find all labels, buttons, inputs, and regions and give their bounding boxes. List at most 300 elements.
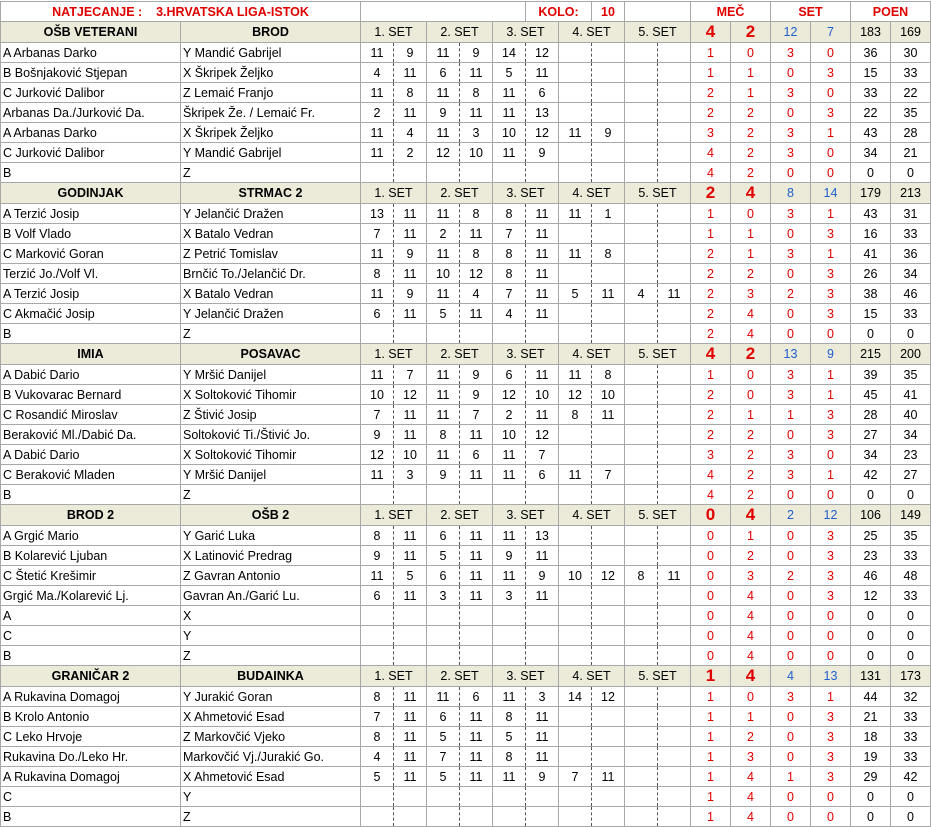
set-away: 3 [811,526,851,546]
set-score [625,324,658,344]
set-home: 3 [771,43,811,63]
set-score: 11 [361,365,394,385]
mec-away: 1 [731,83,771,103]
set-score [625,405,658,425]
set-score: 11 [526,586,559,606]
away-player: Y Garić Luka [181,526,361,546]
away-player: Z Markovčić Vjeko [181,727,361,747]
set-away: 0 [811,324,851,344]
set-score: 9 [460,43,493,63]
points-away: 0 [891,324,931,344]
set-score: 11 [493,687,526,707]
set-score [526,807,559,827]
set-away: 1 [811,365,851,385]
set-score [625,646,658,666]
set-score [625,425,658,445]
set-score [658,646,691,666]
set-score: 11 [460,63,493,83]
set-score [427,324,460,344]
set-score: 11 [526,707,559,727]
mec-away: 2 [731,123,771,143]
mec-home: 2 [691,244,731,264]
set-score: 9 [526,566,559,586]
set-score [460,807,493,827]
away-player: Gavran An./Garić Lu. [181,586,361,606]
set-score: 8 [361,687,394,707]
set-score [526,787,559,807]
set-score [658,264,691,284]
mec-away: 4 [731,606,771,626]
points-away: 0 [891,606,931,626]
set-score: 8 [493,264,526,284]
mec-home: 2 [691,304,731,324]
points-home: 25 [851,526,891,546]
set-score: 7 [559,767,592,787]
set-away: 1 [811,204,851,224]
set-score: 11 [526,63,559,83]
away-team-name: BROD [181,22,361,43]
set-score: 11 [394,63,427,83]
set-score: 11 [493,465,526,485]
set-score: 11 [493,103,526,123]
home-player: B Bošnjaković Stjepan [1,63,181,83]
set-home: 0 [771,103,811,123]
set-score [625,264,658,284]
points-home: 22 [851,103,891,123]
points-home: 0 [851,163,891,183]
set-score: 11 [460,224,493,244]
set-score: 10 [493,123,526,143]
set-away: 3 [811,747,851,767]
table-row [1,546,931,566]
table-row [1,204,931,224]
home-player: B Kolarević Ljuban [1,546,181,566]
mec-home: 1 [691,807,731,827]
table-row [1,767,931,787]
table-row [1,103,931,123]
points-home: 0 [851,606,891,626]
set-score: 6 [361,586,394,606]
mec-away: 2 [731,727,771,747]
points-home: 0 [851,324,891,344]
home-player: A Dabić Dario [1,365,181,385]
set-score: 7 [361,707,394,727]
set-score [658,365,691,385]
set-score: 14 [493,43,526,63]
set-score [625,485,658,505]
set-score: 11 [394,707,427,727]
set-score: 11 [493,566,526,586]
set-score: 11 [394,687,427,707]
set-score [658,586,691,606]
home-team-name: OŠB VETERANI [1,22,181,43]
set-score [427,163,460,183]
set-score [625,123,658,143]
set-label: 3. SET [493,666,559,687]
set-score: 6 [361,304,394,324]
points-away: 22 [891,83,931,103]
points-home: 41 [851,244,891,264]
set-score: 9 [460,385,493,405]
home-player: A Arbanas Darko [1,43,181,63]
set-score: 2 [493,405,526,425]
away-player: Y [181,626,361,646]
home-team-name: GODINJAK [1,183,181,204]
away-player: Z Petrić Tomislav [181,244,361,264]
table-row [1,224,931,244]
set-score: 9 [361,425,394,445]
set-score: 11 [460,707,493,727]
mec-home: 4 [691,143,731,163]
set-score: 11 [427,284,460,304]
set-score [592,43,625,63]
set-score [394,807,427,827]
set-label: 5. SET [625,183,691,204]
set-score [427,787,460,807]
points-home-total: 179 [851,183,891,204]
set-score: 9 [460,365,493,385]
match-away-wins: 4 [731,183,771,204]
mec-away: 2 [731,425,771,445]
home-player: A Arbanas Darko [1,123,181,143]
set-score [592,143,625,163]
set-score [592,747,625,767]
set-score [460,324,493,344]
set-score: 11 [460,465,493,485]
set-score [559,43,592,63]
set-score: 2 [394,143,427,163]
mec-away: 0 [731,687,771,707]
points-away: 33 [891,586,931,606]
set-score: 11 [427,43,460,63]
set-score [658,687,691,707]
set-score [361,606,394,626]
set-score [493,324,526,344]
mec-home: 1 [691,224,731,244]
set-score: 8 [427,425,460,445]
mec-away: 4 [731,324,771,344]
home-player: A Grgić Mario [1,526,181,546]
set-home: 0 [771,224,811,244]
set-score: 10 [526,385,559,405]
set-away: 0 [811,163,851,183]
mec-away: 1 [731,526,771,546]
set-score: 11 [427,204,460,224]
set-score [658,123,691,143]
points-away: 34 [891,264,931,284]
set-score [493,807,526,827]
set-score: 3 [493,586,526,606]
table-row [1,284,931,304]
home-player: C Štetić Krešimir [1,566,181,586]
points-away: 33 [891,304,931,324]
points-home: 19 [851,747,891,767]
set-score: 11 [427,244,460,264]
mec-home: 2 [691,405,731,425]
set-score [460,646,493,666]
set-score: 11 [394,425,427,445]
set-score: 8 [460,204,493,224]
home-player: Grgić Ma./Kolarević Lj. [1,586,181,606]
set-label: 2. SET [427,22,493,43]
set-score: 5 [493,63,526,83]
set-score: 11 [460,566,493,586]
set-away: 3 [811,546,851,566]
table-row [1,586,931,606]
table-row [1,626,931,646]
mec-home: 3 [691,445,731,465]
mec-home: 2 [691,284,731,304]
set-score [361,646,394,666]
poen-header: POEN [851,2,931,22]
kolo-value: 10 [592,2,625,22]
home-player: Terzić Jo./Volf Vl. [1,264,181,284]
set-score: 10 [493,425,526,445]
set-score [625,244,658,264]
set-score [625,83,658,103]
mec-away: 2 [731,163,771,183]
set-score [625,43,658,63]
points-away: 33 [891,707,931,727]
set-score: 11 [493,526,526,546]
away-player: X Soltoković Tihomir [181,445,361,465]
set-label: 4. SET [559,666,625,687]
set-label: 1. SET [361,22,427,43]
set-label: 4. SET [559,183,625,204]
set-score: 13 [361,204,394,224]
set-score: 9 [394,43,427,63]
set-score [658,807,691,827]
mec-away: 2 [731,546,771,566]
set-score [625,707,658,727]
set-score [592,526,625,546]
away-player: X Soltoković Tihomir [181,385,361,405]
away-player: Z [181,163,361,183]
table-row [1,485,931,505]
match-header-row [1,505,931,526]
match-header-row [1,22,931,43]
set-score: 7 [526,445,559,465]
set-score [625,586,658,606]
points-away: 35 [891,526,931,546]
set-label: 1. SET [361,183,427,204]
table-row [1,465,931,485]
set-score [592,485,625,505]
mec-home: 2 [691,103,731,123]
set-score [592,626,625,646]
mec-home: 0 [691,646,731,666]
set-label: 2. SET [427,344,493,365]
set-label: 2. SET [427,666,493,687]
mec-away: 1 [731,224,771,244]
points-away-total: 169 [891,22,931,43]
mec-away: 3 [731,284,771,304]
set-away: 1 [811,244,851,264]
set-score [658,485,691,505]
set-home: 1 [771,405,811,425]
mec-home: 1 [691,767,731,787]
points-away: 41 [891,385,931,405]
home-player: B Vukovarac Bernard [1,385,181,405]
set-score [625,747,658,767]
set-score [625,63,658,83]
set-score [592,546,625,566]
set-score: 11 [361,43,394,63]
set-score [394,606,427,626]
set-home: 0 [771,546,811,566]
mec-away: 4 [731,646,771,666]
set-score: 8 [460,83,493,103]
set-score [559,787,592,807]
mec-away: 1 [731,244,771,264]
set-score [625,465,658,485]
set-score [559,83,592,103]
set-home: 0 [771,526,811,546]
set-score: 11 [526,405,559,425]
points-away: 35 [891,103,931,123]
set-score [625,365,658,385]
set-home: 3 [771,244,811,264]
set-score: 11 [394,204,427,224]
set-label: 5. SET [625,22,691,43]
set-label: 3. SET [493,344,559,365]
mec-away: 2 [731,264,771,284]
set-score [427,606,460,626]
set-score: 11 [394,103,427,123]
set-score: 11 [526,244,559,264]
away-player: Z [181,807,361,827]
set-home: 3 [771,465,811,485]
set-score: 10 [427,264,460,284]
table-row [1,43,931,63]
set-score [625,787,658,807]
points-away: 21 [891,143,931,163]
set-score: 10 [460,143,493,163]
points-home: 42 [851,465,891,485]
set-label: 4. SET [559,22,625,43]
set-label: 1. SET [361,505,427,526]
set-score: 12 [526,425,559,445]
mec-home: 2 [691,83,731,103]
set-score [658,304,691,324]
set-score [493,163,526,183]
mec-home: 4 [691,163,731,183]
mec-home: 0 [691,546,731,566]
away-player: Z Lemaić Franjo [181,83,361,103]
set-score [559,626,592,646]
match-home-wins: 0 [691,505,731,526]
set-score: 4 [625,284,658,304]
points-home: 44 [851,687,891,707]
set-score: 12 [493,385,526,405]
set-score [658,244,691,264]
set-score [592,264,625,284]
mec-home: 4 [691,465,731,485]
set-score: 8 [559,405,592,425]
mec-away: 1 [731,707,771,727]
set-score: 11 [361,143,394,163]
set-score: 8 [493,244,526,264]
table-row [1,385,931,405]
set-score: 5 [427,546,460,566]
home-player: B [1,485,181,505]
points-away: 0 [891,485,931,505]
set-score: 11 [526,304,559,324]
mec-home: 1 [691,204,731,224]
away-player: Brnčić To./Jelančić Dr. [181,264,361,284]
set-score: 13 [526,526,559,546]
set-score: 11 [493,445,526,465]
set-score [625,304,658,324]
set-score [592,425,625,445]
set-score: 6 [460,687,493,707]
mec-away: 4 [731,586,771,606]
set-home: 3 [771,687,811,707]
sets-home-total: 12 [771,22,811,43]
set-score [559,485,592,505]
set-label: 3. SET [493,22,559,43]
title-row [1,2,931,22]
set-score: 11 [427,123,460,143]
results-table [0,1,931,827]
set-home: 0 [771,304,811,324]
set-home: 0 [771,606,811,626]
away-player: Škripek Že. / Lemaić Fr. [181,103,361,123]
set-score: 8 [361,264,394,284]
away-player: X Batalo Vedran [181,224,361,244]
set-score [493,787,526,807]
away-team-name: BUDAINKA [181,666,361,687]
set-score: 8 [592,244,625,264]
mec-home: 2 [691,324,731,344]
set-score [526,163,559,183]
points-home: 0 [851,485,891,505]
set-score: 11 [427,445,460,465]
set-score: 9 [427,103,460,123]
set-score [559,163,592,183]
set-score: 12 [559,385,592,405]
set-score [658,63,691,83]
mec-home: 0 [691,526,731,546]
set-score [658,83,691,103]
set-score [559,324,592,344]
set-score [625,767,658,787]
set-score: 4 [460,284,493,304]
set-score [592,727,625,747]
table-row [1,747,931,767]
set-score [559,304,592,324]
set-score: 11 [658,284,691,304]
table-row [1,727,931,747]
away-team-name: POSAVAC [181,344,361,365]
home-player: C [1,787,181,807]
points-away-total: 149 [891,505,931,526]
home-player: C Rosandić Miroslav [1,405,181,425]
points-away: 33 [891,63,931,83]
set-score: 11 [526,546,559,566]
set-score [658,143,691,163]
set-score [460,485,493,505]
set-score: 8 [625,566,658,586]
set-score: 11 [526,264,559,284]
set-score: 11 [427,385,460,405]
home-player: C Jurković Dalibor [1,83,181,103]
points-away: 0 [891,626,931,646]
set-score [592,103,625,123]
away-player: X Ahmetović Esad [181,707,361,727]
set-home: 0 [771,485,811,505]
mec-home: 2 [691,425,731,445]
